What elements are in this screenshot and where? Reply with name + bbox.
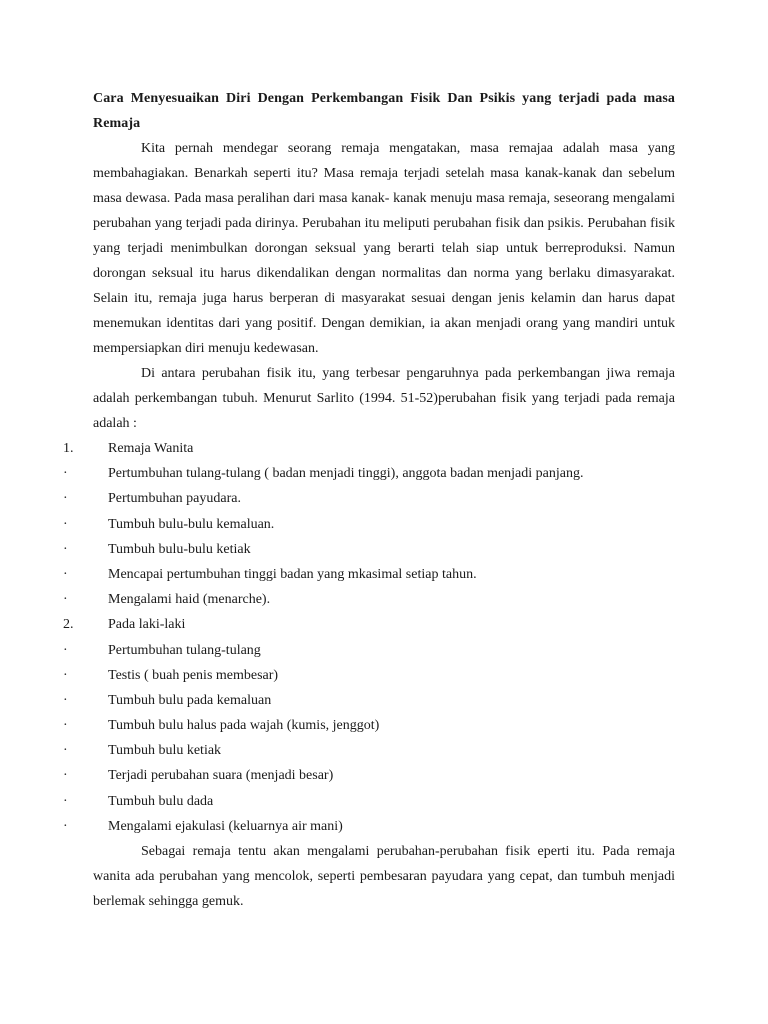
list-heading-item: [63, 612, 675, 637]
bullet-marker: ·: [63, 743, 68, 759]
physical-changes-list: [63, 436, 675, 839]
list-item-text: Tumbuh bulu-bulu ketiak: [108, 541, 251, 557]
list-number: 2.: [63, 617, 74, 633]
bullet-marker: ·: [63, 793, 68, 809]
list-item: [63, 663, 675, 688]
list-item: [63, 738, 675, 763]
list-heading-item: [63, 436, 675, 461]
list-item-text: Pertumbuhan tulang-tulang ( badan menjadi tinggi), anggota badan menjadi panjang.: [108, 466, 584, 482]
bullet-marker: ·: [63, 541, 68, 557]
list-item: [63, 814, 675, 839]
list-item-text: Mencapai pertumbuhan tinggi badan yang mkasimal setiap tahun.: [108, 566, 477, 582]
bullet-marker: ·: [63, 692, 68, 708]
bullet-marker: ·: [63, 768, 68, 784]
list-item: [63, 763, 675, 788]
paragraph-intro: Kita pernah mendegar seorang remaja mengatakan, masa remajaa adalah masa yang membahagiakan. Benarkah seperti itu? Masa remaja terjadi setelah masa kanak-kanak dan sebelum masa dewasa. Pada masa peralihan dari masa kanak- kanak menuju masa remaja, seseorang mengalami perubahan yang terjadi pada dirinya. Perubahan itu meliputi perubahan fisik dan psikis. Perubahan fisik yang terjadi menimbulkan dorongan seksual yang berarti telah siap untuk berreproduksi. Namun dorongan seksual itu harus dikendalikan dengan normalitas dan norma yang berlaku dimasyarakat. Selain itu, remaja juga harus berperan di masyarakat sesuai dengan jenis kelamin dan harus dapat menemukan identitas dari yang positif. Dengan demikian, ia akan menjadi orang yang mandiri untuk mempersiapkan diri menuju kedewasan.: [93, 141, 675, 356]
list-item-text: Testis ( buah penis membesar): [108, 667, 279, 683]
bullet-marker: ·: [63, 491, 68, 507]
bullet-marker: ·: [63, 642, 68, 658]
bullet-marker: ·: [63, 592, 68, 608]
bullet-marker: ·: [63, 667, 68, 683]
paragraph-closing: Sebagai remaja tentu akan mengalami perubahan-perubahan fisik eperti itu. Pada remaja wanita ada perubahan yang mencolok, seperti pembesaran payudara yang cepat, dan tumbuh menjadi berlemak sehingga gemuk.: [93, 844, 675, 909]
list-item-text: Terjadi perubahan suara (menjadi besar): [108, 768, 334, 784]
bullet-marker: ·: [63, 516, 68, 532]
list-item-text: Pertumbuhan payudara.: [108, 491, 241, 507]
bullet-marker: ·: [63, 466, 68, 482]
list-item: [63, 461, 675, 486]
list-item-text: Tumbuh bulu dada: [108, 793, 214, 809]
list-item-text: Mengalami haid (menarche).: [108, 592, 271, 608]
list-item: [63, 587, 675, 612]
list-item-text: Tumbuh bulu pada kemaluan: [108, 692, 272, 708]
list-item: [63, 688, 675, 713]
list-item: [63, 638, 675, 663]
list-item-text: Tumbuh bulu halus pada wajah (kumis, jenggot): [108, 718, 380, 734]
list-item: [63, 486, 675, 511]
document-title: Cara Menyesuaikan Diri Dengan Perkembangan Fisik Dan Psikis yang terjadi pada masa Remaja: [93, 91, 675, 131]
list-item-text: Remaja Wanita: [108, 441, 194, 456]
list-item: [63, 789, 675, 814]
list-item: [63, 537, 675, 562]
bullet-marker: ·: [63, 718, 68, 734]
list-item: [63, 562, 675, 587]
list-item-text: Mengalami ejakulasi (keluarnya air mani): [108, 818, 343, 834]
list-item-text: Pada laki-laki: [108, 617, 186, 633]
list-item: [63, 713, 675, 738]
list-item: [63, 512, 675, 537]
list-item-text: Pertumbuhan tulang-tulang: [108, 642, 261, 658]
bullet-marker: ·: [63, 818, 68, 834]
list-number: 1.: [63, 441, 74, 456]
list-item-text: Tumbuh bulu ketiak: [108, 743, 222, 759]
list-item-text: Tumbuh bulu-bulu kemaluan.: [108, 516, 275, 532]
paragraph-physical-changes: Di antara perubahan fisik itu, yang terbesar pengaruhnya pada perkembangan jiwa remaja adalah perkembangan tubuh. Menurut Sarlito (1994. 51-52)perubahan fisik yang terjadi pada remaja adalah :: [93, 366, 675, 431]
bullet-marker: ·: [63, 566, 68, 582]
document-page: [63, 86, 675, 914]
